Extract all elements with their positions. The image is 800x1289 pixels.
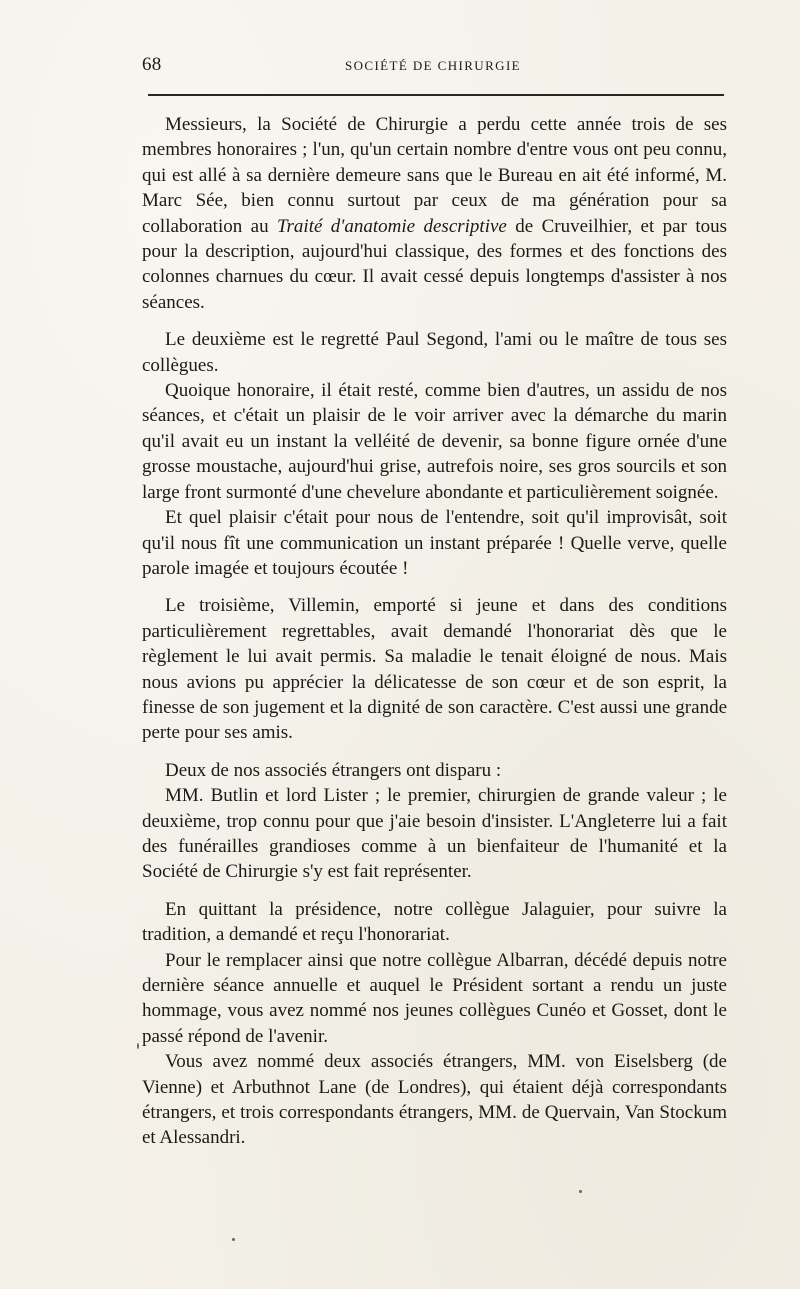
running-title: SOCIÉTÉ DE CHIRURGIE bbox=[344, 58, 522, 73]
paragraph: Vous avez nommé deux associés étrangers, MM. von Eiselsberg (de Vienne) et Arbuthnot Lane (de Londres), qui étaient déjà correspondants étrangers, et trois correspondants étrangers, MM. de Quervain, Van Stockum et Alessandri. bbox=[142, 1051, 727, 1149]
paragraph bbox=[142, 112, 727, 315]
header-rule bbox=[148, 94, 724, 96]
body-text bbox=[142, 112, 727, 1151]
paragraph: Le troisième, Villemin, emporté si jeune et dans des conditions particulièrement regrettables, avait demandé l'honorariat dès que le règlement le lui avait permis. Sa maladie le tenait éloigné de nous. Mais nous avions pu apprécier la délicatesse de son cœur et de son esprit, la finesse de son jugement et la dignité de son caractère. C'est aussi une grande perte pour ses amis. bbox=[142, 595, 727, 744]
paragraph: Pour le remplacer ainsi que notre collègue Albarran, décédé depuis notre dernière séance annuelle et auquel le Président sortant a rendu un juste hommage, vous avez nommé nos jeunes collègues Cunéo et Gosset, dont le passé répond de l'avenir. bbox=[142, 949, 727, 1047]
paragraph: Et quel plaisir c'était pour nous de l'entendre, soit qu'il improvisât, soit qu'il nous fît une communication un instant préparée ! Quelle verve, quelle parole imagée et toujours écoutée ! bbox=[142, 507, 727, 579]
paragraph-text: de Cruveilhier, et par tous pour la description, aujourd'hui classique, des formes et des fonctions des colonnes charnues du cœur. Il avait cessé depuis longtemps d'assister à nos séances. bbox=[142, 215, 727, 313]
paragraph-text: Messieurs, la Société de Chirurgie a perdu cette année trois de ses membres honoraires ; l'un, qu'un certain nombre d'entre vous ont peu connu, qui est allé à sa dernière demeure sans que le Bureau en ait été informé, M. Marc Sée, bien connu surtout par ceux de ma génération pour sa collaboration au bbox=[142, 114, 727, 237]
paragraph: Le deuxième est le regretté Paul Segond, l'ami ou le maître de tous ses collègues. bbox=[142, 329, 727, 376]
page-header bbox=[142, 54, 724, 82]
paragraph: Deux de nos associés étrangers ont disparu : bbox=[165, 759, 502, 781]
paragraph: MM. Butlin et lord Lister ; le premier, chirurgien de grande valeur ; le deuxième, trop connu pour que j'aie besoin d'insister. L'Angleterre lui a fait des funérailles grandioses comme à un bienfaiteur de l'humanité et la Société de Chirurgie s'y est fait représenter. bbox=[142, 785, 727, 883]
paragraph: En quittant la présidence, notre collègue Jalaguier, pour suivre la tradition, a demandé et reçu l'honorariat. bbox=[142, 898, 727, 946]
italic-book-title: Traité d'anatomie descriptive bbox=[277, 215, 507, 237]
print-speck bbox=[137, 1043, 139, 1049]
print-speck bbox=[579, 1190, 582, 1193]
page-number: 68 bbox=[142, 54, 162, 75]
paragraph: Quoique honoraire, il était resté, comme bien d'autres, un assidu de nos séances, et c'était un plaisir de le voir arriver avec la démarche du marin qu'il avait eu un instant la velléité de devenir, sa bonne figure ornée d'une grosse moustache, aujourd'hui grise, autrefois noire, ses gros sourcils et son large front surmonté d'une chevelure abondante et particulièrement soignée. bbox=[142, 380, 727, 503]
print-speck bbox=[232, 1238, 235, 1241]
